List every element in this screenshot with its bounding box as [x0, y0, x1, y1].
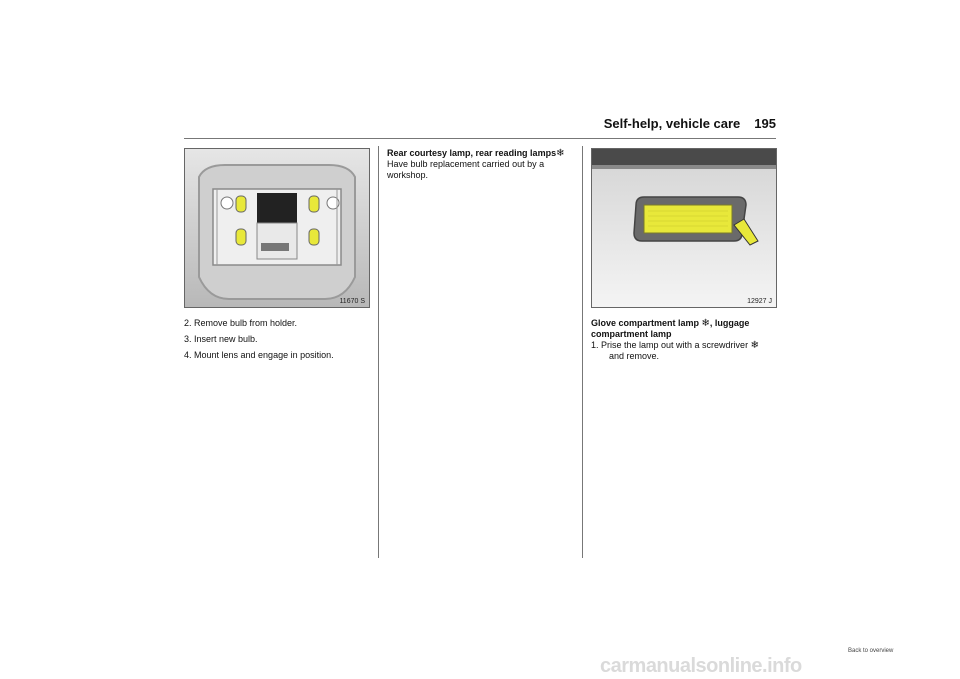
snowflake-icon: ❄: [556, 148, 565, 159]
step-1-text: 1. Prise the lamp out with a screwdriver: [591, 340, 751, 350]
rear-lamp-heading: [387, 148, 573, 159]
step-1: [591, 340, 777, 362]
column-divider-2: [582, 146, 583, 558]
glove-lamp-illustration: [592, 149, 776, 307]
step-2: 2. Remove bulb from holder.: [184, 318, 298, 328]
courtesy-lamp-illustration: [185, 149, 369, 307]
glove-lamp-heading-part1: Glove compartment lamp: [591, 318, 702, 328]
rear-lamp-heading-text: Rear courtesy lamp, rear reading lamps: [387, 148, 557, 158]
figure-glove-lamp: [591, 148, 777, 308]
header-rule: [184, 138, 776, 139]
figure-code: 12927 J: [747, 298, 772, 305]
middle-column-text: [387, 148, 573, 181]
right-column-text: [591, 318, 777, 362]
left-column-text: [184, 318, 370, 366]
glove-lamp-heading-part2: , luggage compartment lamp: [591, 318, 750, 339]
figure-courtesy-lamp: [184, 148, 370, 308]
rear-lamp-body: Have bulb replacement carried out by a workshop.: [387, 159, 545, 180]
step-1-cont: and remove.: [609, 351, 660, 361]
glove-lamp-heading: [591, 318, 777, 340]
watermark: carmanualsonline.info: [600, 655, 802, 677]
page-header: [184, 116, 776, 138]
snowflake-icon: ❄: [750, 340, 759, 351]
step-4: 4. Mount lens and engage in position.: [184, 350, 334, 360]
section-title: Self-help, vehicle care: [603, 116, 741, 131]
column-divider-1: [378, 146, 379, 558]
page-number: 195: [754, 116, 776, 131]
back-to-overview-link[interactable]: Back to overview: [848, 648, 894, 654]
figure-code: 11670 S: [339, 298, 365, 305]
snowflake-icon: ❄: [701, 318, 710, 329]
step-3: 3. Insert new bulb.: [184, 334, 258, 344]
